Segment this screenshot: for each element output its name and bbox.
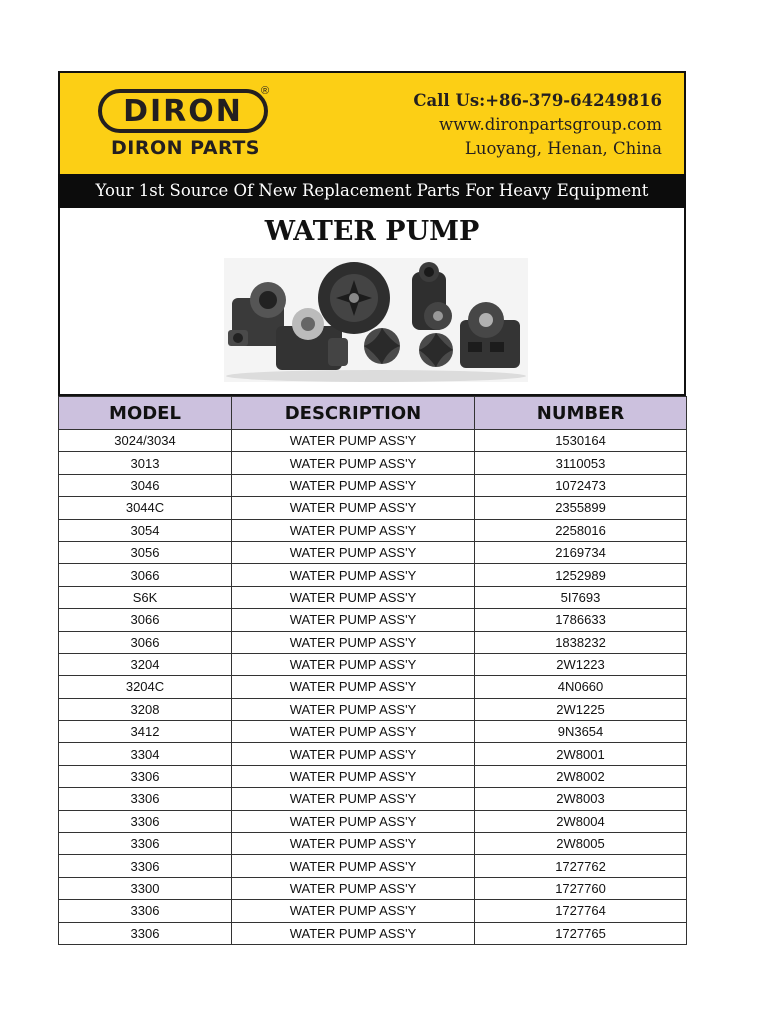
number-cell: 1727765 bbox=[475, 922, 687, 944]
table-row bbox=[59, 430, 687, 452]
description-cell: WATER PUMP ASS'Y bbox=[232, 765, 475, 787]
registered-mark: ® bbox=[261, 85, 270, 97]
number-cell: 2W1223 bbox=[475, 653, 687, 675]
model-cell: 3204 bbox=[59, 653, 232, 675]
number-cell: 2W8003 bbox=[475, 788, 687, 810]
table-row bbox=[59, 676, 687, 698]
parts-table bbox=[58, 396, 687, 945]
description-cell: WATER PUMP ASS'Y bbox=[232, 519, 475, 541]
model-cell: 3306 bbox=[59, 810, 232, 832]
contact-info bbox=[413, 89, 662, 161]
number-cell: 2355899 bbox=[475, 497, 687, 519]
table-row bbox=[59, 900, 687, 922]
model-cell: 3044C bbox=[59, 497, 232, 519]
column-header-model: MODEL bbox=[59, 397, 232, 430]
tagline-bar: Your 1st Source Of New Replacement Parts For Heavy Equipment bbox=[58, 174, 686, 208]
table-row bbox=[59, 721, 687, 743]
table-row bbox=[59, 564, 687, 586]
number-cell: 1786633 bbox=[475, 609, 687, 631]
description-cell: WATER PUMP ASS'Y bbox=[232, 743, 475, 765]
table-row bbox=[59, 855, 687, 877]
header-banner bbox=[58, 71, 686, 174]
table-row bbox=[59, 609, 687, 631]
description-cell: WATER PUMP ASS'Y bbox=[232, 653, 475, 675]
model-cell: 3054 bbox=[59, 519, 232, 541]
number-cell: 2W8001 bbox=[475, 743, 687, 765]
table-row bbox=[59, 497, 687, 519]
model-cell: 3304 bbox=[59, 743, 232, 765]
number-cell: 2W8004 bbox=[475, 810, 687, 832]
table-row bbox=[59, 788, 687, 810]
description-cell: WATER PUMP ASS'Y bbox=[232, 497, 475, 519]
description-cell: WATER PUMP ASS'Y bbox=[232, 855, 475, 877]
number-cell: 5I7693 bbox=[475, 586, 687, 608]
logo-text: DIRON bbox=[123, 93, 243, 129]
description-cell: WATER PUMP ASS'Y bbox=[232, 631, 475, 653]
number-cell: 2W8002 bbox=[475, 765, 687, 787]
table-row bbox=[59, 765, 687, 787]
description-cell: WATER PUMP ASS'Y bbox=[232, 474, 475, 496]
water-pumps-photo bbox=[224, 258, 528, 382]
number-cell: 9N3654 bbox=[475, 721, 687, 743]
description-cell: WATER PUMP ASS'Y bbox=[232, 810, 475, 832]
table-row bbox=[59, 810, 687, 832]
description-cell: WATER PUMP ASS'Y bbox=[232, 564, 475, 586]
column-header-description: DESCRIPTION bbox=[232, 397, 475, 430]
number-cell: 1727762 bbox=[475, 855, 687, 877]
number-cell: 1072473 bbox=[475, 474, 687, 496]
model-cell: 3024/3034 bbox=[59, 430, 232, 452]
number-cell: 2W8005 bbox=[475, 833, 687, 855]
table-row bbox=[59, 541, 687, 563]
table-header-row bbox=[59, 397, 687, 430]
contact-location: Luoyang, Henan, China bbox=[464, 139, 662, 158]
number-cell: 1727764 bbox=[475, 900, 687, 922]
description-cell: WATER PUMP ASS'Y bbox=[232, 922, 475, 944]
table-row bbox=[59, 474, 687, 496]
description-cell: WATER PUMP ASS'Y bbox=[232, 900, 475, 922]
table-row bbox=[59, 833, 687, 855]
model-cell: S6K bbox=[59, 586, 232, 608]
model-cell: 3013 bbox=[59, 452, 232, 474]
description-cell: WATER PUMP ASS'Y bbox=[232, 586, 475, 608]
model-cell: 3046 bbox=[59, 474, 232, 496]
table-row bbox=[59, 743, 687, 765]
table-row bbox=[59, 653, 687, 675]
table-row bbox=[59, 877, 687, 899]
model-cell: 3306 bbox=[59, 855, 232, 877]
model-cell: 3066 bbox=[59, 609, 232, 631]
model-cell: 3306 bbox=[59, 788, 232, 810]
brand-name: DIRON PARTS bbox=[111, 137, 260, 159]
number-cell: 2169734 bbox=[475, 541, 687, 563]
table-row bbox=[59, 519, 687, 541]
model-cell: 3306 bbox=[59, 833, 232, 855]
number-cell: 3110053 bbox=[475, 452, 687, 474]
table-row bbox=[59, 698, 687, 720]
table-row bbox=[59, 922, 687, 944]
model-cell: 3204C bbox=[59, 676, 232, 698]
model-cell: 3208 bbox=[59, 698, 232, 720]
impeller-2 bbox=[419, 333, 453, 367]
model-cell: 3306 bbox=[59, 900, 232, 922]
model-cell: 3306 bbox=[59, 922, 232, 944]
number-cell: 1530164 bbox=[475, 430, 687, 452]
description-cell: WATER PUMP ASS'Y bbox=[232, 877, 475, 899]
table-row bbox=[59, 452, 687, 474]
number-cell: 2258016 bbox=[475, 519, 687, 541]
description-cell: WATER PUMP ASS'Y bbox=[232, 676, 475, 698]
description-cell: WATER PUMP ASS'Y bbox=[232, 430, 475, 452]
model-cell: 3412 bbox=[59, 721, 232, 743]
page-title: WATER PUMP bbox=[264, 216, 480, 247]
contact-phone: Call Us:+86-379-64249816 bbox=[413, 91, 662, 110]
model-cell: 3300 bbox=[59, 877, 232, 899]
number-cell: 1727760 bbox=[475, 877, 687, 899]
contact-website[interactable]: www.dironpartsgroup.com bbox=[439, 115, 662, 134]
description-cell: WATER PUMP ASS'Y bbox=[232, 833, 475, 855]
impeller-1 bbox=[364, 328, 400, 364]
description-cell: WATER PUMP ASS'Y bbox=[232, 541, 475, 563]
model-cell: 3066 bbox=[59, 631, 232, 653]
pump-large bbox=[318, 262, 390, 334]
number-cell: 1838232 bbox=[475, 631, 687, 653]
diron-logo bbox=[98, 89, 268, 133]
column-header-number: NUMBER bbox=[475, 397, 687, 430]
description-cell: WATER PUMP ASS'Y bbox=[232, 698, 475, 720]
title-section bbox=[58, 208, 686, 396]
number-cell: 4N0660 bbox=[475, 676, 687, 698]
description-cell: WATER PUMP ASS'Y bbox=[232, 721, 475, 743]
description-cell: WATER PUMP ASS'Y bbox=[232, 788, 475, 810]
number-cell: 2W1225 bbox=[475, 698, 687, 720]
description-cell: WATER PUMP ASS'Y bbox=[232, 452, 475, 474]
table-row bbox=[59, 586, 687, 608]
table-row bbox=[59, 631, 687, 653]
model-cell: 3066 bbox=[59, 564, 232, 586]
number-cell: 1252989 bbox=[475, 564, 687, 586]
catalog-sheet bbox=[58, 71, 686, 940]
model-cell: 3306 bbox=[59, 765, 232, 787]
description-cell: WATER PUMP ASS'Y bbox=[232, 609, 475, 631]
model-cell: 3056 bbox=[59, 541, 232, 563]
